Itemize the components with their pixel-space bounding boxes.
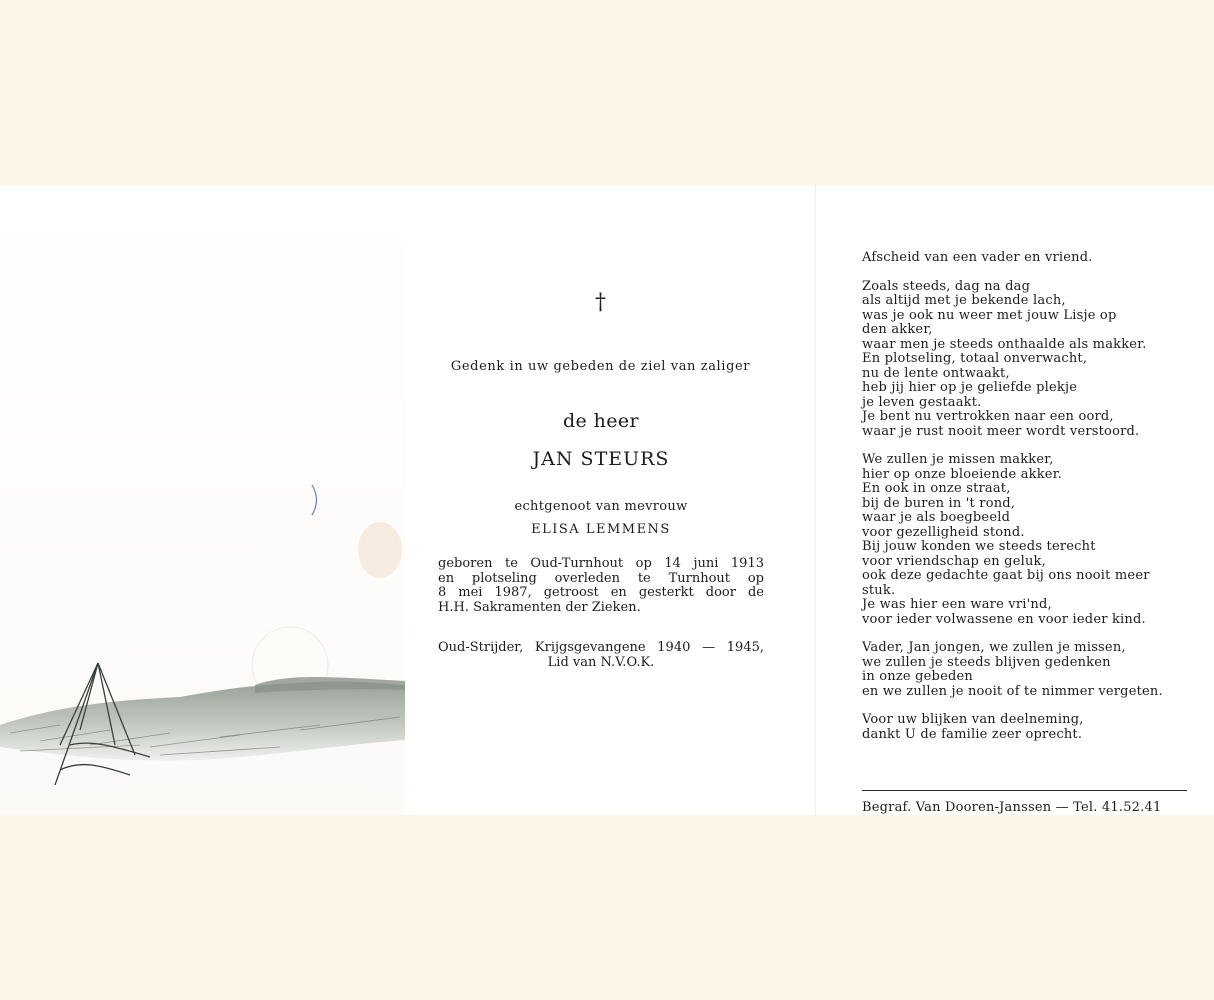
veteran-line: Lid van N.V.O.K. <box>547 655 655 670</box>
paper-stain <box>358 522 402 578</box>
poem-stanza <box>862 713 1192 742</box>
deceased-name: JAN STEURS <box>532 448 670 470</box>
poem-line: waar je als boegbeeld <box>862 510 1011 525</box>
honorific-title: de heer <box>562 410 640 432</box>
poem-line: en we zullen je nooit of te nimmer vergeten. <box>862 683 1163 699</box>
obituary-panel <box>405 185 805 815</box>
card-fold <box>815 185 816 815</box>
poem-line: heb jij hier op je geliefde plekje <box>862 380 1078 395</box>
veteran-info <box>438 640 764 670</box>
poem-line: hier op onze bloeiende akker. <box>862 466 1063 482</box>
bio-line: H.H. Sakramenten der Zieken. <box>438 599 641 615</box>
landscape-drawing <box>0 185 405 815</box>
divider-line <box>862 790 1187 791</box>
poem-heading: Afscheid van een vader en vriend. <box>862 250 1093 265</box>
bio-line: geboren te Oud-Turnhout op 14 juni 1913 <box>438 556 764 571</box>
printer-credit: Begraf. Van Dooren-Janssen — Tel. 41.52.41 <box>862 800 1162 815</box>
poem-line: Zoals steeds, dag na dag <box>862 278 1031 294</box>
poem-line: We zullen je missen makker, <box>862 452 1054 467</box>
poem-line: Je was hier een ware vri'nd, <box>862 597 1052 612</box>
bio-line: en plotseling overleden te Turnhout op <box>438 570 764 586</box>
poem-line: waar je rust nooit meer wordt verstoord. <box>862 423 1140 439</box>
spouse-name: ELISA LEMMENS <box>531 522 671 537</box>
poem-line: voor vriendschap en geluk, <box>862 553 1046 569</box>
poem-line: Voor uw blijken van deelneming, <box>862 712 1084 727</box>
biography <box>438 557 764 615</box>
poem-line: dankt U de familie zeer oprecht. <box>862 726 1083 742</box>
poem-line: voor gezelligheid stond. <box>862 524 1025 540</box>
poem-line: ook deze gedachte gaat bij ons nooit meer <box>862 568 1150 583</box>
poem-line: voor ieder volwassene en voor ieder kind. <box>862 611 1146 627</box>
poem-line: we zullen je steeds blijven gedenken <box>862 654 1111 670</box>
bio-line: 8 mei 1987, getroost en gesterkt door de <box>438 585 764 600</box>
poem-line: Je bent nu vertrokken naar een oord, <box>862 409 1114 424</box>
poem-line: was je ook nu weer met jouw Lisje op <box>862 307 1117 323</box>
poem-line: Bij jouw konden we steeds terecht <box>862 539 1096 554</box>
poem-line: in onze gebeden <box>862 669 973 684</box>
cross-icon: † <box>595 290 606 315</box>
poem-line: als altijd met je bekende lach, <box>862 293 1066 308</box>
landscape-illustration <box>0 185 405 815</box>
farewell-poem <box>862 251 1192 756</box>
poem-stanza <box>862 453 1192 627</box>
poem-line: je leven gestaakt. <box>862 394 982 410</box>
poem-stanza <box>862 280 1192 440</box>
poem-line: nu de lente ontwaakt, <box>862 365 1010 381</box>
poem-line: Vader, Jan jongen, we zullen je missen, <box>862 640 1126 655</box>
poem-line: waar men je steeds onthaalde als makker. <box>862 336 1147 352</box>
poem-line: En ook in onze straat, <box>862 481 1011 496</box>
poem-line: bij de buren in 't rond, <box>862 495 1016 511</box>
poem-line: En plotseling, totaal onverwacht, <box>862 351 1088 366</box>
veteran-line: Oud-Strijder, Krijgsgevangene 1940 — 1945, <box>438 640 764 655</box>
intro-text: Gedenk in uw gebeden de ziel van zaliger <box>450 359 751 374</box>
poem-line: den akker, <box>862 322 933 337</box>
memorial-card <box>0 185 1214 815</box>
poem-line: stuk. <box>862 582 896 598</box>
poem-stanza <box>862 641 1192 699</box>
spouse-label: echtgenoot van mevrouw <box>514 499 688 514</box>
